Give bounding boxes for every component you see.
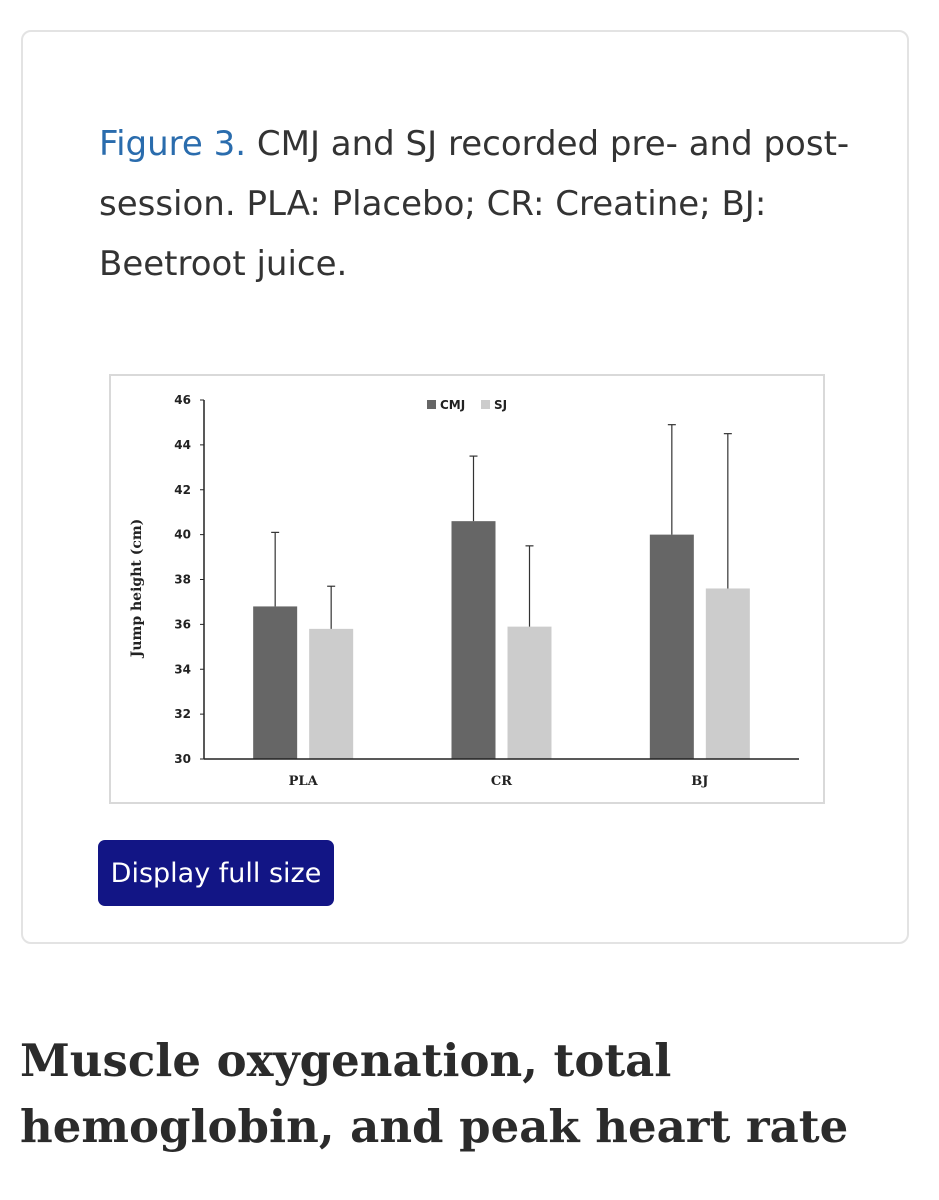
display-full-size-button[interactable]: Display full size [98,840,334,906]
y-tick-label: 36 [174,617,191,632]
legend-label-sj: SJ [494,398,508,412]
y-tick-label: 42 [174,482,191,497]
y-tick-label: 38 [174,572,191,587]
y-tick-label: 34 [174,662,191,677]
x-tick-label: BJ [691,774,709,789]
x-tick-label: PLA [288,774,318,789]
figure-chart[interactable] [109,374,825,804]
figure-caption-text: CMJ and SJ recorded pre- and post-session. PLA: Placebo; CR: Creatine; BJ: Beetroot juice. [99,124,850,284]
bar-cmj-cr [452,521,496,759]
figure-card [21,30,909,944]
y-axis-label: Jump height (cm) [129,518,145,658]
legend-swatch-cmj [427,400,436,409]
y-tick-label: 30 [174,752,191,766]
x-tick-label: CR [490,774,513,789]
legend-swatch-sj [481,400,490,409]
bar-sj-pla [309,629,353,759]
y-tick-label: 46 [174,393,191,407]
y-tick-label: 32 [174,707,191,722]
figure-caption [99,114,859,294]
section-heading: Muscle oxygenation, total hemoglobin, and peak heart rate [20,1034,849,1153]
legend-label-cmj: CMJ [440,398,466,412]
bar-sj-cr [508,627,552,759]
y-tick-label: 40 [174,527,191,542]
bar-cmj-bj [650,535,694,759]
bar-sj-bj [706,588,750,759]
bar-chart [111,376,823,802]
bar-cmj-pla [253,606,297,759]
figure-label: Figure 3. [99,124,247,164]
y-tick-label: 44 [174,437,191,452]
